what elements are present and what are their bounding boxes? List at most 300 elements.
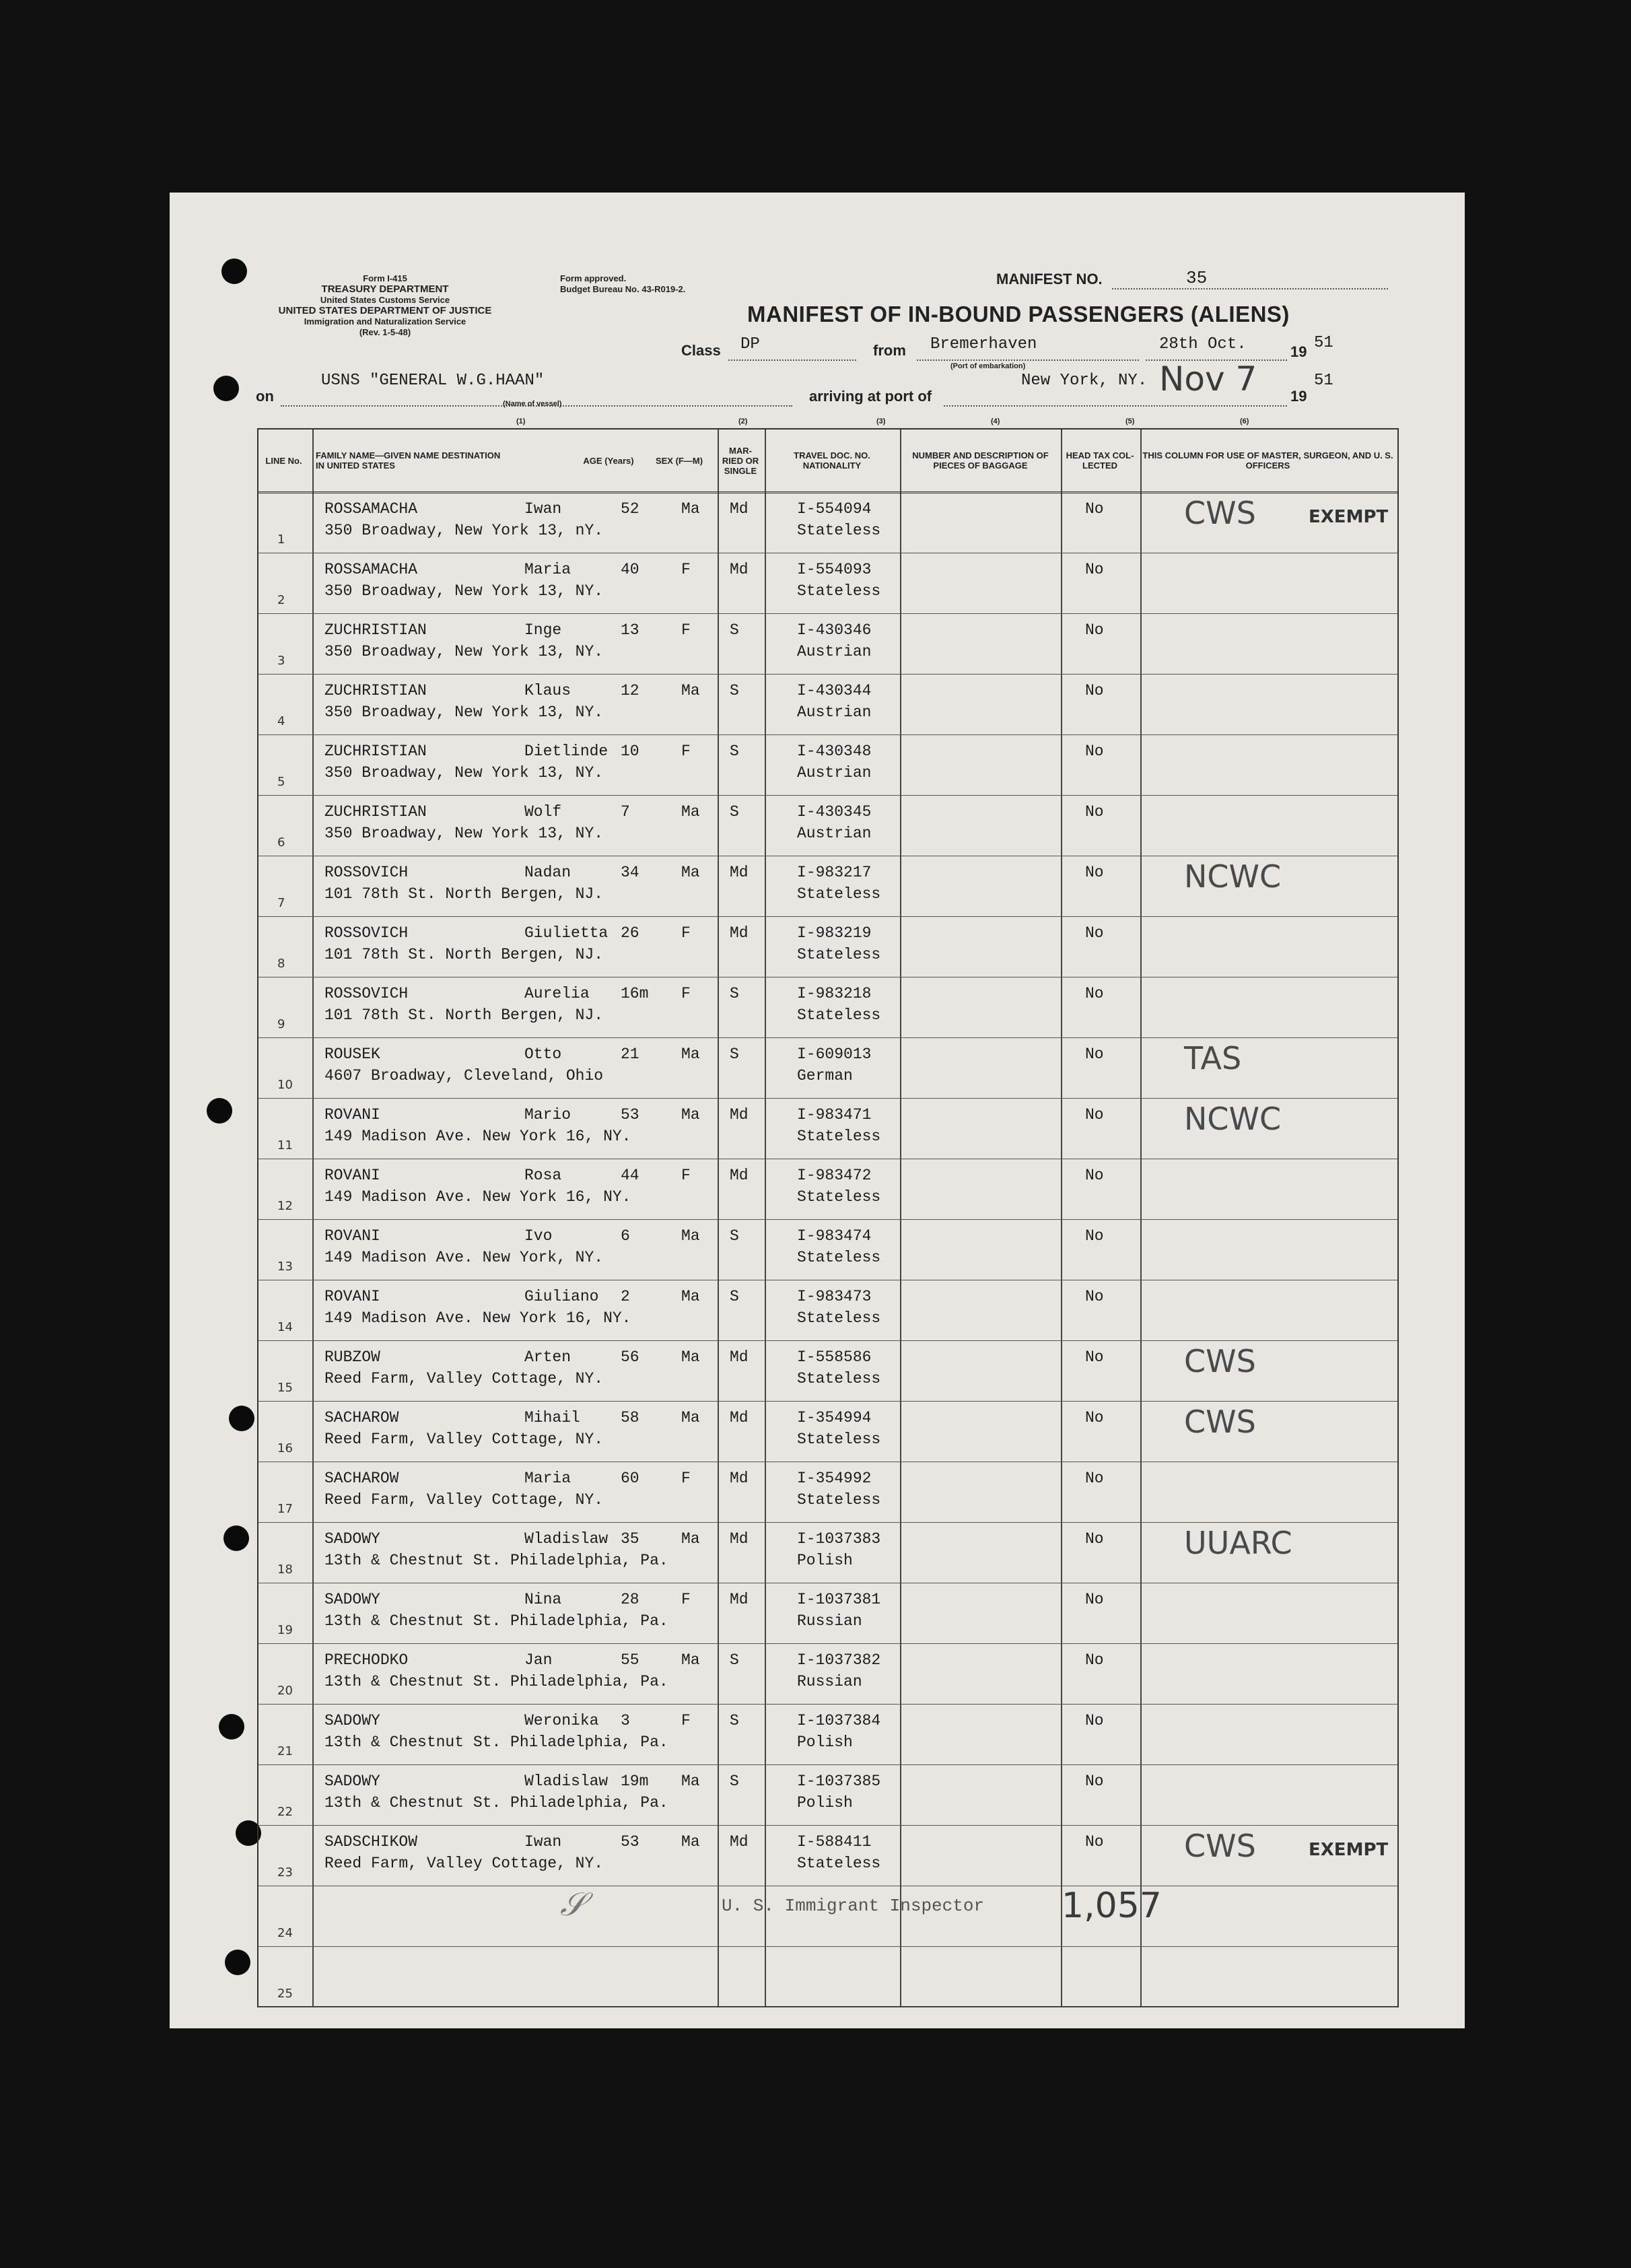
family-name: ROSSOVICH: [324, 985, 409, 1002]
head-tax: No: [1085, 864, 1104, 881]
col-num-6: (6): [1240, 417, 1249, 425]
table-row: [258, 675, 1397, 737]
travel-doc-number: I-554093: [797, 561, 872, 578]
travel-doc-number: I-430348: [797, 743, 872, 760]
sex: Ma: [681, 682, 700, 699]
punch-hole: [213, 376, 239, 401]
row-divider: [258, 1401, 1397, 1402]
family-name: SADOWY: [324, 1530, 380, 1548]
nationality: Polish: [797, 1733, 853, 1751]
row-divider: [258, 1219, 1397, 1220]
head-tax: No: [1085, 1288, 1104, 1305]
sex: F: [681, 1470, 691, 1487]
given-name: Nina: [524, 1591, 562, 1608]
sex: Ma: [681, 864, 700, 881]
table-row: [258, 1705, 1397, 1767]
vessel-col-number: (1): [516, 417, 526, 425]
line-number: 18: [277, 1562, 293, 1577]
form-approved: Form approved.: [560, 273, 627, 283]
travel-doc-number: I-983472: [797, 1167, 872, 1184]
marital-status: Md: [730, 1833, 749, 1851]
family-name: SADSCHIKOW: [324, 1833, 418, 1851]
given-name: Mario: [524, 1106, 571, 1124]
destination: 13th & Chestnut St. Philadelphia, Pa.: [324, 1552, 668, 1569]
nationality: Stateless: [797, 946, 881, 963]
departure-year: 51: [1314, 334, 1333, 352]
marital-status: S: [730, 1712, 739, 1729]
line-number: 15: [277, 1381, 293, 1395]
age: 28: [621, 1591, 639, 1608]
punch-hole: [225, 1950, 250, 1975]
row-divider: [258, 1522, 1397, 1523]
marital-status: S: [730, 1288, 739, 1305]
age: 34: [621, 864, 639, 881]
line-number: 6: [277, 835, 285, 850]
nationality: Polish: [797, 1794, 853, 1812]
marital-status: Md: [730, 1348, 749, 1366]
marital-status: Md: [730, 1409, 749, 1427]
given-name: Jan: [524, 1651, 553, 1669]
departure-date: 28th Oct.: [1159, 335, 1247, 353]
travel-doc-number: I-1037385: [797, 1773, 881, 1790]
family-name: ROVANI: [324, 1106, 380, 1124]
destination: 13th & Chestnut St. Philadelphia, Pa.: [324, 1612, 668, 1630]
nationality: Russian: [797, 1673, 862, 1690]
head-tax: No: [1085, 803, 1104, 821]
nationality: Stateless: [797, 1128, 881, 1145]
header-officers: THIS COLUMN FOR USE OF MASTER, SURGEON, AND U. S. OFFICERS: [1142, 450, 1393, 471]
age: 40: [621, 561, 639, 578]
punch-hole: [229, 1406, 254, 1431]
given-name: Rosa: [524, 1167, 562, 1184]
given-name: Giulietta: [524, 924, 609, 942]
year-prefix: 19: [1290, 343, 1307, 360]
travel-doc-number: I-554094: [797, 500, 872, 518]
header-baggage: NUMBER AND DESCRIPTION OF PIECES OF BAGGAGE: [912, 450, 1049, 471]
destination: 350 Broadway, New York 13, NY.: [324, 582, 604, 600]
age: 2: [621, 1288, 630, 1305]
family-name: ROVANI: [324, 1167, 380, 1184]
marital-status: Md: [730, 500, 749, 518]
age: 21: [621, 1045, 639, 1063]
family-name: ROSSOVICH: [324, 864, 409, 881]
family-name: ZUCHRISTIAN: [324, 803, 427, 821]
agency-annotation: NCWC: [1184, 858, 1282, 895]
class-value: DP: [740, 335, 760, 353]
given-name: Otto: [524, 1045, 562, 1063]
sex: Ma: [681, 1773, 700, 1790]
marital-status: Md: [730, 1530, 749, 1548]
given-name: Wolf: [524, 803, 562, 821]
nationality: Russian: [797, 1612, 862, 1630]
agency-annotation: NCWC: [1184, 1101, 1282, 1137]
sex: Ma: [681, 1106, 700, 1124]
age: 7: [621, 803, 630, 821]
travel-doc-number: I-1037384: [797, 1712, 881, 1729]
manifest-page: [170, 193, 1465, 2028]
vessel-caption: (Name of vessel): [503, 400, 562, 408]
row-divider: [258, 674, 1397, 675]
passenger-count-handwritten: 1,057: [1062, 1886, 1162, 1926]
line-number: 11: [277, 1138, 293, 1153]
line-number: 12: [277, 1199, 293, 1213]
age: 13: [621, 621, 639, 639]
given-name: Dietlinde: [524, 743, 609, 760]
table-row: [258, 493, 1397, 555]
sex: Ma: [681, 1409, 700, 1427]
family-name: ROSSAMACHA: [324, 561, 418, 578]
family-name: SACHAROW: [324, 1470, 399, 1487]
destination: 149 Madison Ave. New York 16, NY.: [324, 1188, 631, 1206]
table-row: [258, 615, 1397, 677]
line-number: 9: [277, 1017, 285, 1031]
justice-label: UNITED STATES DEPARTMENT OF JUSTICE: [278, 305, 492, 316]
destination: 350 Broadway, New York 13, NY.: [324, 643, 604, 660]
form-number: Form I-415: [363, 273, 407, 283]
exempt-annotation: EXEMPT: [1309, 1840, 1389, 1860]
head-tax: No: [1085, 1348, 1104, 1366]
age: 56: [621, 1348, 639, 1366]
age: 55: [621, 1651, 639, 1669]
nationality: Austrian: [797, 703, 872, 721]
head-tax: No: [1085, 500, 1104, 518]
row-divider: [258, 1037, 1397, 1038]
sex: F: [681, 1712, 691, 1729]
age: 60: [621, 1470, 639, 1487]
destination: 149 Madison Ave. New York 16, NY.: [324, 1128, 631, 1145]
marital-status: Md: [730, 1591, 749, 1608]
destination: 149 Madison Ave. New York, NY.: [324, 1249, 604, 1266]
given-name: Maria: [524, 561, 571, 578]
sex: Ma: [681, 1651, 700, 1669]
arrival-line: [944, 405, 1287, 407]
agency-annotation: UUARC: [1184, 1525, 1292, 1561]
header-marital: MAR- RIED OR SINGLE: [722, 445, 759, 476]
destination: 350 Broadway, New York 13, NY.: [324, 703, 604, 721]
age: 44: [621, 1167, 639, 1184]
nationality: Austrian: [797, 764, 872, 782]
manifest-number: 35: [1186, 268, 1208, 288]
family-name: ZUCHRISTIAN: [324, 682, 427, 699]
age: 52: [621, 500, 639, 518]
given-name: Ivo: [524, 1227, 553, 1245]
line-number: 25: [277, 1987, 293, 2001]
treasury-label: TREASURY DEPARTMENT: [321, 283, 449, 295]
travel-doc-number: I-1037383: [797, 1530, 881, 1548]
arrival-year-prefix: 19: [1290, 388, 1307, 405]
marital-status: Md: [730, 1470, 749, 1487]
exempt-annotation: EXEMPT: [1309, 507, 1389, 527]
punch-hole: [221, 259, 247, 284]
agency-annotation: TAS: [1184, 1040, 1242, 1076]
destination: 13th & Chestnut St. Philadelphia, Pa.: [324, 1794, 668, 1812]
head-tax: No: [1085, 1712, 1104, 1729]
family-name: RUBZOW: [324, 1348, 380, 1366]
row-divider: [258, 1098, 1397, 1099]
travel-doc-number: I-1037381: [797, 1591, 881, 1608]
head-tax: No: [1085, 1591, 1104, 1608]
marital-status: S: [730, 1227, 739, 1245]
destination: Reed Farm, Valley Cottage, NY.: [324, 1491, 604, 1509]
punch-hole: [223, 1525, 249, 1551]
col-num-5: (5): [1125, 417, 1135, 425]
head-tax: No: [1085, 743, 1104, 760]
table-row: [258, 1826, 1397, 1888]
table-row: [258, 1160, 1397, 1222]
line-number: 8: [277, 957, 285, 971]
table-row: [258, 1948, 1397, 2009]
nationality: Austrian: [797, 825, 872, 842]
punch-hole: [207, 1098, 232, 1124]
nationality: Stateless: [797, 1188, 881, 1206]
age: 26: [621, 924, 639, 942]
line-number: 19: [277, 1623, 293, 1637]
destination: 350 Broadway, New York 13, NY.: [324, 764, 604, 782]
age: 16m: [621, 985, 649, 1002]
family-name: SACHAROW: [324, 1409, 399, 1427]
marital-status: S: [730, 985, 739, 1002]
nationality: Stateless: [797, 582, 881, 600]
given-name: Mihail: [524, 1409, 580, 1427]
nationality: Stateless: [797, 1491, 881, 1509]
agency-block: [250, 273, 520, 338]
nationality: German: [797, 1067, 853, 1085]
approval-block: [560, 273, 722, 295]
head-tax: No: [1085, 985, 1104, 1002]
table-row: [258, 1221, 1397, 1282]
nationality: Polish: [797, 1552, 853, 1569]
family-name: ZUCHRISTIAN: [324, 743, 427, 760]
arrival-date-handwritten: Nov 7: [1159, 359, 1257, 399]
given-name: Arten: [524, 1348, 571, 1366]
head-tax: No: [1085, 1045, 1104, 1063]
head-tax: No: [1085, 1167, 1104, 1184]
destination: 101 78th St. North Bergen, NJ.: [324, 946, 604, 963]
row-divider: [258, 1643, 1397, 1644]
marital-status: S: [730, 1045, 739, 1063]
given-name: Iwan: [524, 1833, 562, 1851]
col-num-4: (4): [991, 417, 1000, 425]
head-tax: No: [1085, 1773, 1104, 1790]
family-name: ROVANI: [324, 1227, 380, 1245]
table-row: [258, 978, 1397, 1040]
marital-status: S: [730, 1651, 739, 1669]
line-number: 23: [277, 1865, 293, 1880]
travel-doc-number: I-1037382: [797, 1651, 881, 1669]
head-tax: No: [1085, 1530, 1104, 1548]
head-tax: No: [1085, 1409, 1104, 1427]
nationality: Stateless: [797, 1006, 881, 1024]
sex: Ma: [681, 1833, 700, 1851]
line-number: 3: [277, 654, 285, 668]
nationality: Stateless: [797, 1855, 881, 1872]
family-name: SADOWY: [324, 1773, 380, 1790]
destination: 149 Madison Ave. New York 16, NY.: [324, 1309, 631, 1327]
destination: 13th & Chestnut St. Philadelphia, Pa.: [324, 1733, 668, 1751]
travel-doc-number: I-430344: [797, 682, 872, 699]
header-head-tax: HEAD TAX COL- LECTED: [1066, 450, 1134, 471]
line-number: 17: [277, 1502, 293, 1516]
marital-status: S: [730, 621, 739, 639]
destination: Reed Farm, Valley Cottage, NY.: [324, 1370, 604, 1387]
punch-hole: [219, 1714, 244, 1740]
table-row: [258, 1099, 1397, 1161]
nationality: Stateless: [797, 1370, 881, 1387]
manifest-line: [1112, 288, 1388, 289]
row-divider: [258, 613, 1397, 614]
given-name: Weronika: [524, 1712, 599, 1729]
table-row: [258, 736, 1397, 798]
head-tax: No: [1085, 1833, 1104, 1851]
header-name: FAMILY NAME—GIVEN NAME DESTINATION IN UNITED STATES: [316, 450, 501, 471]
line-number: 13: [277, 1260, 293, 1274]
head-tax: No: [1085, 1470, 1104, 1487]
on-label: on: [256, 388, 274, 405]
table-row: [258, 1281, 1397, 1343]
nationality: Stateless: [797, 522, 881, 539]
col-num-2: (2): [738, 417, 748, 425]
line-number: 4: [277, 714, 285, 728]
line-number: 10: [277, 1078, 293, 1092]
sex: F: [681, 561, 691, 578]
sex: Ma: [681, 1348, 700, 1366]
nationality: Stateless: [797, 1249, 881, 1266]
travel-doc-number: I-354994: [797, 1409, 872, 1427]
sex: F: [681, 1167, 691, 1184]
destination: 13th & Chestnut St. Philadelphia, Pa.: [324, 1673, 668, 1690]
given-name: Nadan: [524, 864, 571, 881]
sex: F: [681, 1591, 691, 1608]
travel-doc-number: I-354992: [797, 1470, 872, 1487]
agency-annotation: CWS: [1184, 1343, 1256, 1379]
row-divider: [258, 1764, 1397, 1765]
given-name: Wladislaw: [524, 1530, 609, 1548]
manifest-title: MANIFEST OF IN-BOUND PASSENGERS (ALIENS): [747, 302, 1290, 327]
head-tax: No: [1085, 924, 1104, 942]
nationality: Stateless: [797, 1309, 881, 1327]
row-divider: [258, 1946, 1397, 1947]
row-divider: [258, 795, 1397, 796]
destination: Reed Farm, Valley Cottage, NY.: [324, 1431, 604, 1448]
marital-status: S: [730, 743, 739, 760]
travel-doc-number: I-609013: [797, 1045, 872, 1063]
arriving-label: arriving at port of: [809, 388, 932, 405]
family-name: ROVANI: [324, 1288, 380, 1305]
travel-doc-number: I-983473: [797, 1288, 872, 1305]
table-row: [258, 918, 1397, 980]
header-travel-doc: TRAVEL DOC. NO. NATIONALITY: [794, 450, 870, 471]
table-row: [258, 554, 1397, 616]
agency-annotation: CWS: [1184, 1404, 1256, 1440]
age: 58: [621, 1409, 639, 1427]
from-label: from: [873, 342, 906, 359]
destination: 4607 Broadway, Cleveland, Ohio: [324, 1067, 604, 1085]
row-divider: [258, 734, 1397, 735]
given-name: Inge: [524, 621, 562, 639]
line-number: 7: [277, 896, 285, 910]
marital-status: S: [730, 803, 739, 821]
travel-doc-number: I-983471: [797, 1106, 872, 1124]
agency-annotation: CWS: [1184, 495, 1256, 531]
passenger-table: [257, 428, 1399, 2007]
sex: F: [681, 621, 691, 639]
marital-status: S: [730, 682, 739, 699]
travel-doc-number: I-983217: [797, 864, 872, 881]
age: 53: [621, 1833, 639, 1851]
head-tax: No: [1085, 682, 1104, 699]
destination: 101 78th St. North Bergen, NJ.: [324, 885, 604, 903]
head-tax: No: [1085, 1106, 1104, 1124]
table-row: [258, 1645, 1397, 1707]
travel-doc-number: I-983218: [797, 985, 872, 1002]
arrival-port: New York, NY.: [1021, 372, 1148, 390]
sex: Ma: [681, 1288, 700, 1305]
given-name: Klaus: [524, 682, 571, 699]
table-row: [258, 1402, 1397, 1464]
ins-label: Immigration and Naturalization Service: [304, 316, 466, 327]
marital-status: S: [730, 1773, 739, 1790]
table-row: [258, 796, 1397, 858]
sex: Ma: [681, 803, 700, 821]
head-tax: No: [1085, 621, 1104, 639]
head-tax: No: [1085, 561, 1104, 578]
travel-doc-number: I-983474: [797, 1227, 872, 1245]
agency-annotation: CWS: [1184, 1828, 1256, 1864]
family-name: SADOWY: [324, 1712, 380, 1729]
family-name: ROUSEK: [324, 1045, 380, 1063]
travel-doc-number: I-588411: [797, 1833, 872, 1851]
row-divider: [258, 1340, 1397, 1341]
nationality: Stateless: [797, 885, 881, 903]
family-name: ROSSAMACHA: [324, 500, 418, 518]
class-line: [728, 359, 856, 361]
table-row: [258, 1523, 1397, 1585]
table-row: [258, 857, 1397, 919]
age: 35: [621, 1530, 639, 1548]
destination: 101 78th St. North Bergen, NJ.: [324, 1006, 604, 1024]
travel-doc-number: I-430345: [797, 803, 872, 821]
travel-doc-number: I-558586: [797, 1348, 872, 1366]
sex: F: [681, 985, 691, 1002]
line-number: 21: [277, 1744, 293, 1758]
inspector-label: U. S. Immigrant Inspector: [722, 1896, 985, 1916]
sex: F: [681, 924, 691, 942]
line-number: 2: [277, 593, 285, 607]
destination: 350 Broadway, New York 13, NY.: [324, 825, 604, 842]
row-divider: [258, 1825, 1397, 1826]
class-label: Class: [681, 342, 721, 359]
line-number: 14: [277, 1320, 293, 1334]
line-number: 16: [277, 1441, 293, 1455]
age: 53: [621, 1106, 639, 1124]
sex: Ma: [681, 1045, 700, 1063]
header-age: AGE (Years): [583, 455, 634, 466]
family-name: SADOWY: [324, 1591, 380, 1608]
row-divider: [258, 916, 1397, 917]
given-name: Wladislaw: [524, 1773, 609, 1790]
vessel-name: USNS "GENERAL W.G.HAAN": [321, 372, 545, 390]
age: 12: [621, 682, 639, 699]
line-number: 5: [277, 775, 285, 789]
age: 10: [621, 743, 639, 760]
marital-status: Md: [730, 1167, 749, 1184]
sex: Ma: [681, 1227, 700, 1245]
port-caption: (Port of embarkation): [950, 362, 1026, 370]
head-tax: No: [1085, 1651, 1104, 1669]
budget-bureau: Budget Bureau No. 43-R019-2.: [560, 284, 686, 294]
line-number: 24: [277, 1926, 293, 1940]
nationality: Stateless: [797, 1431, 881, 1448]
